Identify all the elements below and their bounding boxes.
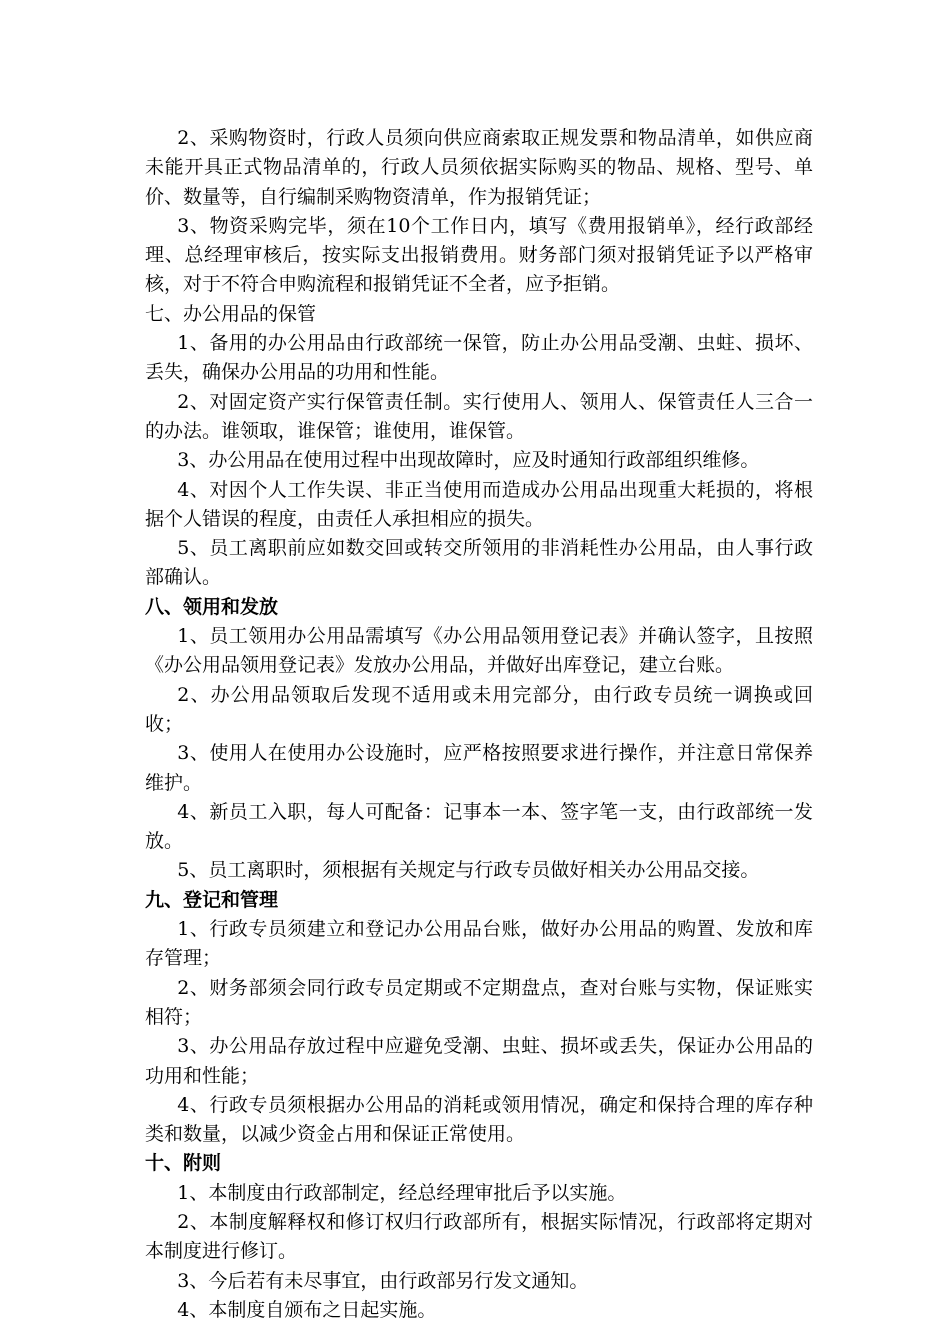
- paragraph-storage-5: 5、员工离职前应如数交回或转交所领用的非消耗性办公用品，由人事行政部确认。: [145, 537, 813, 589]
- paragraph-appendix-1: 1、本制度由行政部制定，经总经理审批后予以实施。: [177, 1181, 627, 1204]
- paragraph-registration-3: 3、办公用品存放过程中应避免受潮、虫蛀、损坏或丢失，保证办公用品的功用和性能；: [145, 1035, 813, 1087]
- paragraph-purchase-invoice: 2、采购物资时，行政人员须向供应商索取正规发票和物品清单，如供应商未能开具正式物品清单的，行政人员须依据实际购买的物品、规格、型号、单价、数量等，自行编制采购物资清单，作为报销凭证；: [145, 127, 813, 208]
- paragraph-storage-2: 2、对固定资产实行保管责任制。实行使用人、领用人、保管责任人三合一的办法。谁领取，谁保管；谁使用，谁保管。: [145, 390, 813, 442]
- paragraph-reimbursement: 3、物资采购完毕，须在10个工作日内，填写《费用报销单》，经行政部经理、总经理审核后，按实际支出报销费用。财务部门须对报销凭证予以严格审核，对于不符合申购流程和报销凭证不全者，应予拒销。: [145, 214, 813, 296]
- paragraph-storage-1: 1、备用的办公用品由行政部统一保管，防止办公用品受潮、虫蛀、损坏、丢失，确保办公用品的功用和性能。: [145, 332, 813, 384]
- paragraph-issuance-4: 4、新员工入职，每人可配备：记事本一本、签字笔一支，由行政部统一发放。: [145, 800, 813, 853]
- paragraph-registration-4: 4、行政专员须根据办公用品的消耗或领用情况，确定和保持合理的库存种类和数量，以减少资金占用和保证正常使用。: [145, 1093, 813, 1146]
- paragraph-issuance-2: 2、办公用品领取后发现不适用或未用完部分，由行政专员统一调换或回收；: [145, 683, 813, 735]
- section-heading-storage: 七、办公用品的保管: [145, 302, 317, 325]
- paragraph-issuance-1: 1、员工领用办公用品需填写《办公用品领用登记表》并确认签字，且按照《办公用品领用登记表》发放办公用品，并做好出库登记，建立台账。: [145, 625, 813, 677]
- paragraph-appendix-4: 4、本制度自颁布之日起实施。: [177, 1298, 437, 1321]
- paragraph-issuance-3: 3、使用人在使用办公设施时，应严格按照要求进行操作，并注意日常保养维护。: [145, 742, 813, 794]
- paragraph-registration-1: 1、行政专员须建立和登记办公用品台账，做好办公用品的购置、发放和库存管理；: [145, 918, 813, 970]
- paragraph-appendix-2: 2、本制度解释权和修订权归行政部所有，根据实际情况，行政部将定期对本制度进行修订。: [145, 1210, 813, 1263]
- paragraph-appendix-3: 3、今后若有未尽事宜，由行政部另行发文通知。: [177, 1269, 589, 1292]
- paragraph-issuance-5: 5、员工离职时，须根据有关规定与行政专员做好相关办公用品交接。: [177, 859, 760, 882]
- section-heading-appendix: 十、附则: [145, 1152, 222, 1175]
- paragraph-storage-3: 3、办公用品在使用过程中出现故障时，应及时通知行政部组织维修。: [177, 449, 760, 472]
- section-heading-registration: 九、登记和管理: [145, 888, 279, 911]
- paragraph-registration-2: 2、财务部须会同行政专员定期或不定期盘点，查对台账与实物，保证账实相符；: [145, 976, 813, 1028]
- paragraph-storage-4: 4、对因个人工作失误、非正当使用而造成办公用品出现重大耗损的，将根据个人错误的程度，由责任人承担相应的损失。: [145, 478, 813, 530]
- document-page: [145, 124, 813, 1325]
- section-heading-issuance: 八、领用和发放: [145, 595, 279, 618]
